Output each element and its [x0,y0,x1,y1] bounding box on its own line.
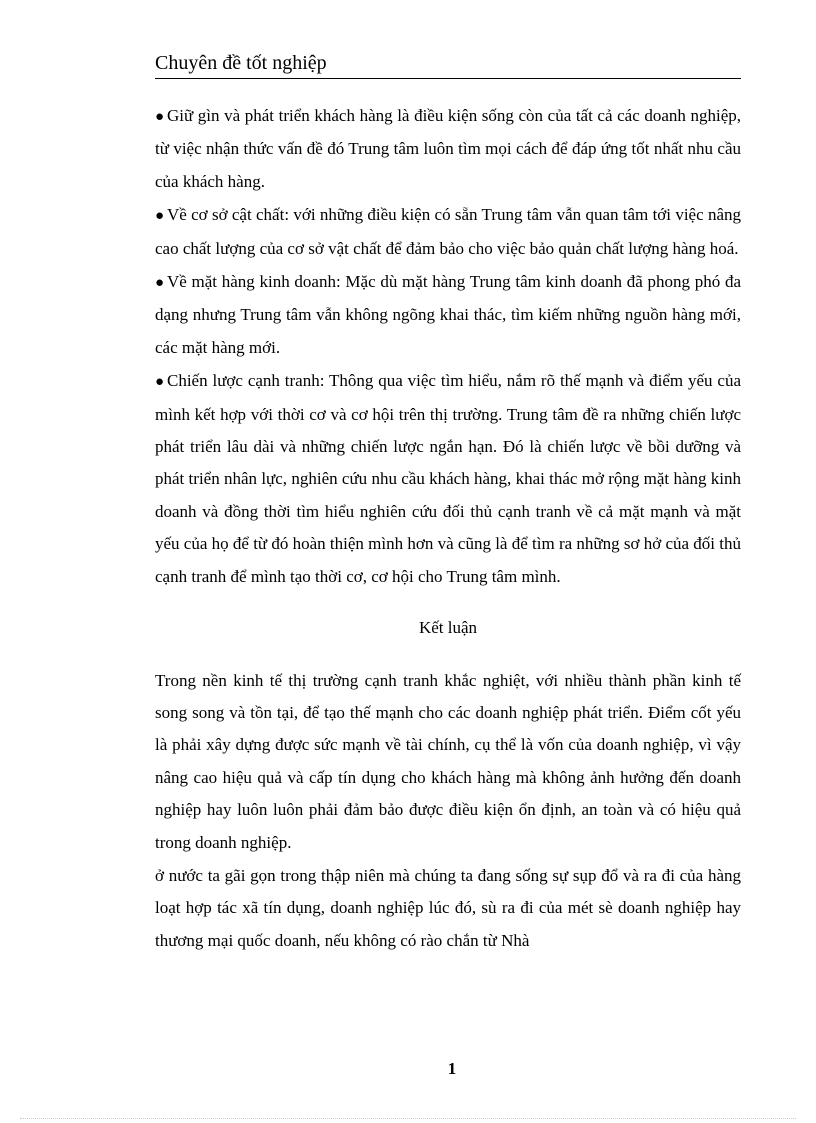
bullet-text: Giữ gìn và phát triển khách hàng là điều kiện sống còn của tất cả các doanh nghiệp, từ việc nhận thức vấn đề đó Trung tâm luôn tìm mọi cách để đáp ứng tốt nhất nhu cầu của khách hàng. [155,106,741,191]
bullet-paragraph [155,365,741,593]
page-bottom-divider [20,1118,796,1119]
bullet-text: Về cơ sở cật chất: với những điều kiện có sẵn Trung tâm vẫn quan tâm tới việc nâng cao chất lượng của cơ sở vật chất để đảm bảo cho việc bảo quản chất lượng hàng hoá. [155,205,741,258]
page-header [155,48,741,79]
bullet-icon: ● [155,208,165,225]
bullet-icon: ● [155,374,165,391]
bullet-paragraph [155,199,741,265]
conclusion-paragraph: ở nước ta gãi gọn trong thập niên mà chúng ta đang sống sự sụp đổ và ra đi của hàng loạt hợp tác xã tín dụng, doanh nghiệp lúc đó, sù ra đi của mét sè doanh nghiệp hay thương mại quốc doanh, nếu không có rào chắn từ Nhà [155,865,741,950]
bullet-icon: ● [155,109,165,125]
bullet-text: Chiến lược cạnh tranh: Thông qua việc tìm hiểu, nắm rõ thế mạnh và điểm yếu của mình kết hợp với thời cơ và cơ hội trên thị trường. Trung tâm đề ra những chiến lược phát triển lâu dài và những chiến lược ngắn hạn. Đó là chiến lược về bồi dưỡng và phát triển nhân lực, nghiên cứu nhu cầu khách hàng, khai thác mở rộng mặt hàng kinh doanh và đồng thời tìm hiểu nghiên cứu đối thủ cạnh tranh về cả mặt mạnh và mặt yếu của họ để từ đó hoàn thiện mình hơn và cũng là để tìm ra những sơ hở của đối thủ cạnh tranh để mình tạo thời cơ, cơ hội cho Trung tâm mình. [155,371,741,586]
bullet-paragraph [155,100,741,198]
page-number: 1 [447,1059,457,1078]
document-body [155,100,741,958]
bullet-text: Về mặt hàng kinh doanh: Mặc dù mặt hàng Trung tâm kinh doanh đã phong phó đa dạng nhưng Trung tâm vẫn không ngõng khai thác, tìm kiếm những nguồn hàng mới, các mặt hàng mới. [155,272,741,357]
section-heading: Kết luận [418,618,478,638]
bullet-icon: ● [155,275,165,292]
conclusion-paragraph: Trong nền kinh tế thị trường cạnh tranh khắc nghiệt, với nhiều thành phần kinh tế song song và tồn tại, để tạo thế mạnh cho các doanh nghiệp phát triển. Điểm cốt yếu là phải xây dựng được sức mạnh về tài chính, cụ thể là vốn của doanh nghiệp, vì vậy nâng cao hiệu quả và cấp tín dụng cho khách hàng mà không ảnh hưởng đến doanh nghiệp hay luôn luôn phải đảm bảo được điều kiện ổn định, an toàn và có hiệu quả trong doanh nghiệp. [155,670,741,852]
header-title: Chuyên đề tốt nghiệp [155,52,327,74]
bullet-paragraph [155,266,741,364]
